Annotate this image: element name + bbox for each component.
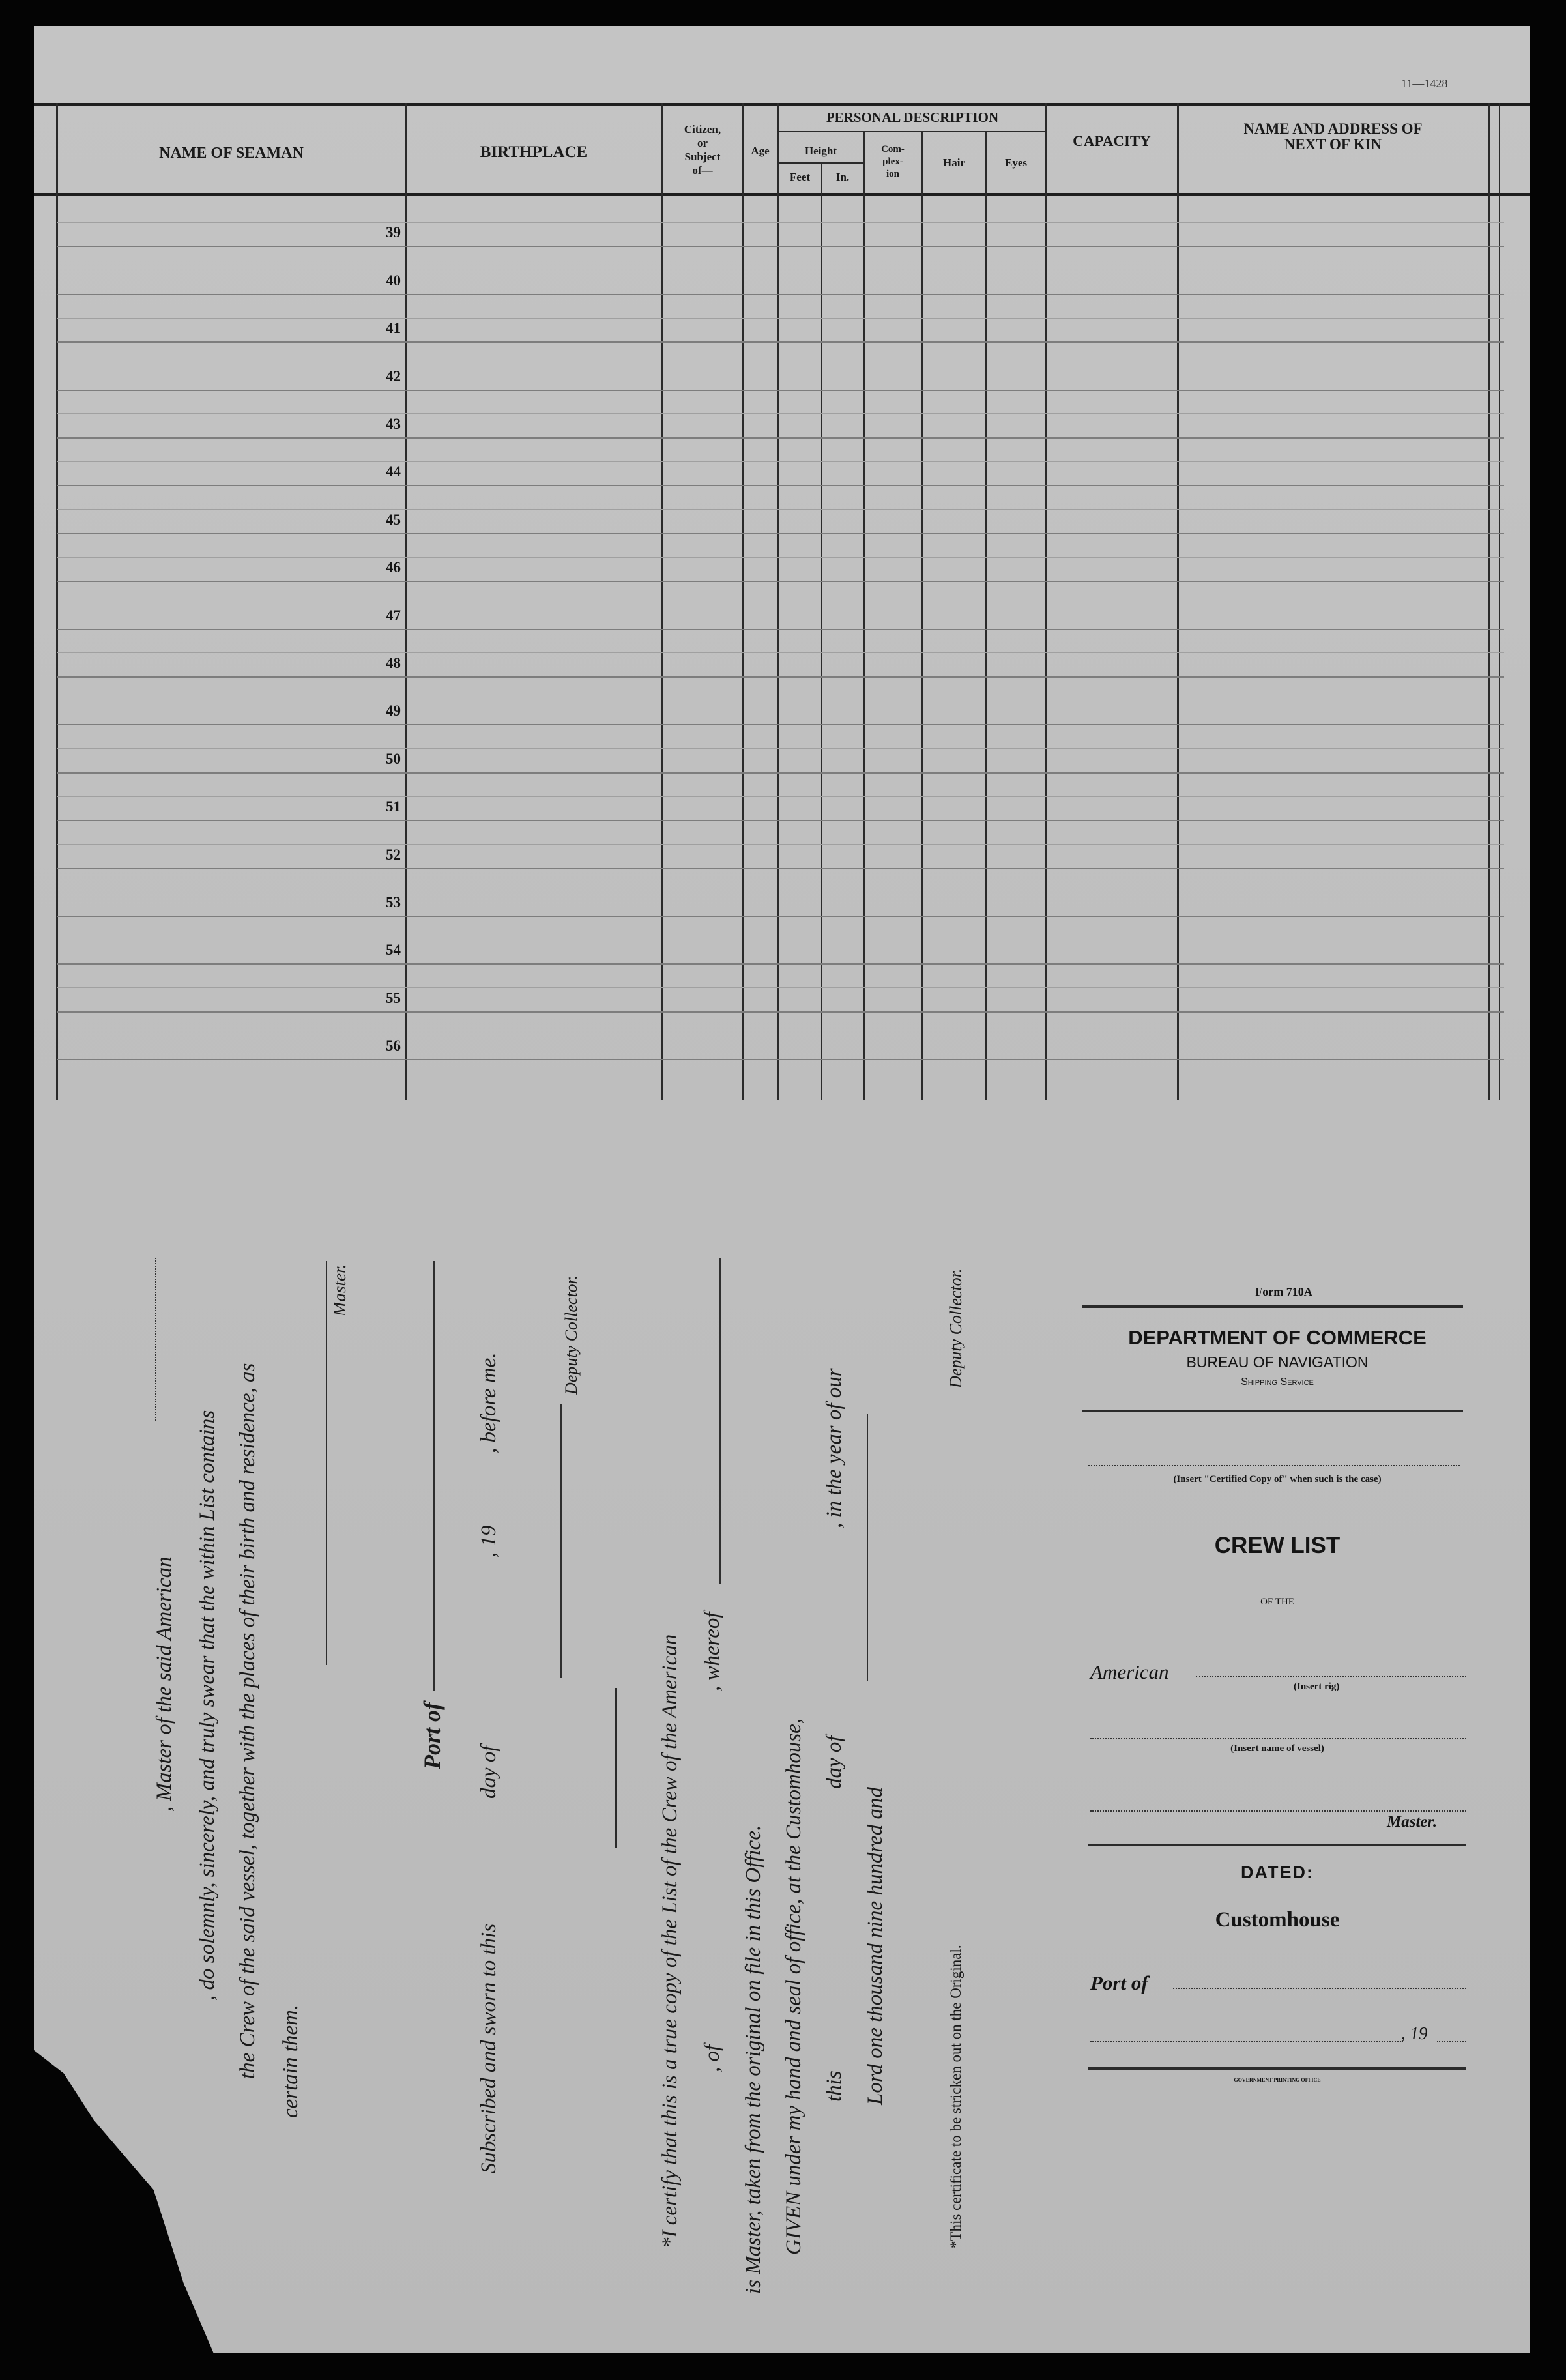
master-label: Master. (1387, 1813, 1438, 1831)
certificate-line-4: Lord one thousand nine hundred and (863, 1787, 887, 2105)
certificate-deputy-collector: Deputy Collector. (946, 1268, 965, 1388)
corner-mark: 11—1428 (1401, 77, 1448, 90)
complexion-line: Com- (881, 144, 905, 154)
cover-rule-2 (1082, 1410, 1463, 1412)
row-guide-line (57, 987, 1504, 988)
certificate-year: , in the year of our (822, 1368, 846, 1528)
service-title: Shipping Service (1241, 1376, 1314, 1387)
header-top-rule (34, 103, 1530, 106)
row-guide-line (57, 413, 1504, 414)
header-complexion (864, 143, 921, 181)
bureau-title: BUREAU OF NAVIGATION (1186, 1354, 1369, 1371)
certificate-of: , of (701, 2044, 724, 2072)
header-inches: In. (835, 171, 850, 183)
citizen-line: Subject (684, 151, 721, 163)
vessel-name-blank (1090, 1738, 1466, 1739)
department-title: DEPARTMENT OF COMMERCE (1128, 1326, 1427, 1349)
row-guide-line (57, 318, 1504, 319)
col-line (985, 131, 987, 1100)
certificate-day-of: day of (822, 1735, 846, 1789)
form-number: Form 710A (1255, 1285, 1312, 1298)
row-number: 40 (386, 272, 401, 289)
header-name: NAME OF SEAMAN (159, 145, 304, 162)
col-line (921, 131, 923, 1100)
row-number: 54 (386, 942, 401, 958)
citizen-line: Citizen, (684, 123, 721, 136)
header-citizen (663, 123, 742, 177)
table-row (57, 485, 1504, 486)
rig-blank (1196, 1676, 1466, 1677)
table-row (57, 437, 1504, 439)
table-row (57, 341, 1504, 343)
oath-deputy-line (560, 1404, 562, 1678)
row-number: 46 (386, 559, 401, 575)
table-row (57, 581, 1504, 582)
certificate-line-3: GIVEN under my hand and seal of office, at the Customhouse, (782, 1718, 805, 2255)
table-row (57, 916, 1504, 917)
col-line (1499, 103, 1500, 1100)
insert-name-note: (Insert name of vessel) (1230, 1743, 1324, 1754)
oath-deputy-collector: Deputy Collector. (562, 1275, 581, 1395)
certificate-year-line (867, 1414, 868, 1681)
next-of-kin-line: NAME AND ADDRESS OF (1243, 121, 1423, 137)
customhouse-label: Customhouse (1215, 1908, 1340, 1932)
oath-line-1: , Master of the said American (152, 1556, 176, 1812)
oath-subscribed: Subscribed and sworn to this (477, 1923, 500, 2173)
certificate-line-1: *I certify that this is a true copy of the List of the Crew of the American (658, 1634, 682, 2248)
oath-port-line (433, 1261, 435, 1691)
table-row (57, 390, 1504, 391)
oath-divider (615, 1688, 617, 1848)
row-number: 47 (386, 607, 401, 624)
crew-list-title: CREW LIST (1214, 1533, 1341, 1558)
col-line (405, 103, 407, 1100)
header-height: Height (804, 145, 837, 157)
year-label: , 19 (1401, 2024, 1428, 2043)
date-blank (1090, 2041, 1403, 2042)
row-number: 49 (386, 703, 401, 719)
dated-label: DATED: (1241, 1863, 1314, 1882)
table-row (57, 533, 1504, 534)
height-rule (777, 162, 863, 164)
row-guide-line (57, 748, 1504, 749)
header-hair: Hair (943, 156, 965, 169)
table-row (57, 868, 1504, 869)
header-bottom-rule (34, 193, 1530, 196)
header-personal-description: PERSONAL DESCRIPTION (826, 109, 999, 125)
oath-port-of: Port of (419, 1702, 445, 1769)
col-line (777, 103, 779, 1100)
oath-nineteen: , 19 (477, 1525, 500, 1558)
oath-blank (155, 1258, 158, 1421)
year-blank (1437, 2041, 1466, 2042)
complexion-line: plex- (882, 156, 903, 167)
certificate-footnote: *This certificate to be stricken out on the Original. (948, 1945, 964, 2248)
row-number: 55 (386, 990, 401, 1006)
header-eyes: Eyes (1005, 156, 1027, 169)
row-number: 52 (386, 847, 401, 863)
row-number: 56 (386, 1038, 401, 1054)
oath-before-me: , before me. (477, 1352, 500, 1453)
cover-rule-top (1082, 1305, 1463, 1308)
col-line (1177, 103, 1179, 1100)
row-guide-line (57, 844, 1504, 845)
oath-day-of: day of (477, 1745, 500, 1799)
table-row (57, 820, 1504, 821)
col-line (1045, 103, 1047, 1100)
row-guide-line (57, 796, 1504, 797)
port-of-label: Port of (1090, 1971, 1148, 1994)
of-the-label: OF THE (1260, 1597, 1294, 1607)
table-row (57, 676, 1504, 678)
col-line (661, 103, 663, 1100)
row-guide-line (57, 222, 1504, 223)
certificate-line-2: is Master, taken from the original on file in this Office. (742, 1825, 765, 2294)
row-number: 45 (386, 512, 401, 528)
row-number: 39 (386, 224, 401, 240)
next-of-kin-line: NEXT OF KIN (1284, 136, 1382, 152)
table-row (57, 1011, 1504, 1013)
citizen-line: or (697, 137, 708, 149)
col-line (742, 103, 744, 1100)
col-line (863, 131, 865, 1100)
row-number: 44 (386, 463, 401, 480)
cover-rule-3 (1088, 1844, 1466, 1846)
oath-line-4: certain them. (279, 2004, 302, 2118)
header-birthplace: BIRTHPLACE (480, 143, 588, 161)
row-guide-line (57, 509, 1504, 510)
oath-master-line (326, 1261, 327, 1665)
col-line (821, 162, 822, 1100)
row-guide-line (57, 557, 1504, 558)
table-row (57, 294, 1504, 295)
oath-line-3: the Crew of the said vessel, together with the places of their birth and residence, as (236, 1363, 259, 2079)
row-number: 50 (386, 751, 401, 767)
header-feet: Feet (789, 171, 811, 183)
row-number: 43 (386, 416, 401, 432)
complexion-line: ion (886, 169, 899, 179)
col-line (56, 103, 58, 1100)
certificate-whereof: , whereof (701, 1612, 724, 1691)
port-blank (1173, 1988, 1466, 1989)
cover-rule-bottom (1088, 2067, 1466, 2070)
header-next-of-kin (1178, 121, 1488, 152)
certificate-this: this (822, 2070, 846, 2102)
table-row (57, 724, 1504, 725)
row-number: 42 (386, 368, 401, 385)
american-label: American (1090, 1661, 1169, 1683)
insert-certified-note: (Insert "Certified Copy of" when such is the case) (1173, 1474, 1382, 1485)
certificate-vessel-line (719, 1258, 721, 1584)
table-row (57, 629, 1504, 630)
header-capacity: CAPACITY (1073, 133, 1151, 149)
row-guide-line (57, 461, 1504, 462)
row-guide-line (57, 652, 1504, 653)
row-number: 53 (386, 894, 401, 910)
row-number: 51 (386, 798, 401, 815)
table-row (57, 1059, 1504, 1060)
row-number: 48 (386, 655, 401, 671)
printer-imprint: GOVERNMENT PRINTING OFFICE (1234, 2077, 1321, 2083)
table-row (57, 246, 1504, 247)
col-line (1488, 103, 1490, 1100)
oath-master: Master. (330, 1264, 349, 1316)
header-age: Age (751, 145, 770, 157)
personal-desc-rule (777, 131, 1046, 132)
certified-blank (1088, 1465, 1460, 1466)
oath-line-2: , do solemnly, sincerely, and truly swear that the within List contains (196, 1410, 219, 2001)
insert-rig-note: (Insert rig) (1294, 1681, 1340, 1692)
master-blank (1090, 1810, 1466, 1812)
citizen-line: of— (692, 164, 713, 177)
table-row (57, 772, 1504, 774)
row-number: 41 (386, 320, 401, 336)
table-row (57, 963, 1504, 965)
